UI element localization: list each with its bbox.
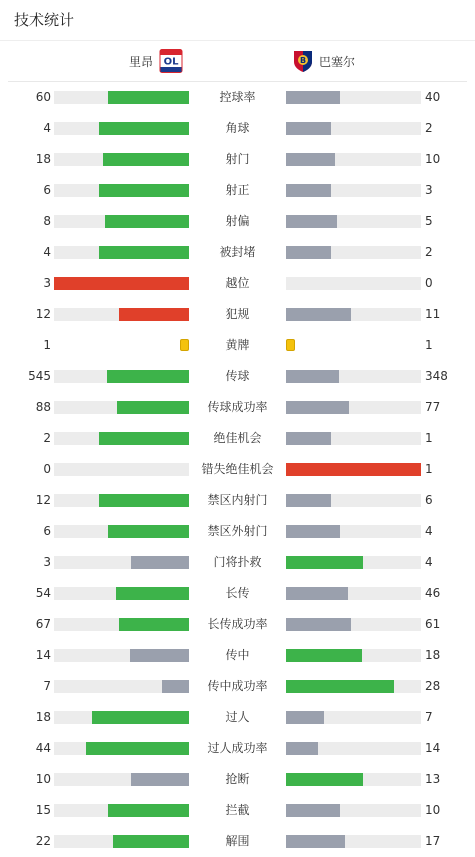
away-bar-track bbox=[286, 618, 421, 631]
away-value: 4 bbox=[425, 555, 433, 569]
away-bar-fill bbox=[286, 246, 331, 259]
stat-row bbox=[0, 175, 475, 206]
home-bar-fill bbox=[131, 556, 189, 569]
yellow-card-icon bbox=[180, 339, 189, 351]
stat-label: 控球率 bbox=[219, 90, 256, 104]
stat-row bbox=[0, 113, 475, 144]
stat-row bbox=[0, 702, 475, 733]
away-bar-fill bbox=[286, 773, 363, 786]
home-bar-track bbox=[54, 680, 189, 693]
away-value: 7 bbox=[425, 710, 433, 724]
away-bar-fill bbox=[286, 556, 363, 569]
home-bar-track bbox=[54, 277, 189, 290]
home-bar-track bbox=[54, 339, 189, 352]
home-bar-fill bbox=[99, 246, 189, 259]
stat-row bbox=[0, 609, 475, 640]
stat-label: 黄牌 bbox=[225, 338, 250, 352]
home-bar-fill bbox=[107, 370, 189, 383]
home-bar-fill bbox=[92, 711, 189, 724]
home-value: 6 bbox=[43, 183, 51, 197]
stat-label: 越位 bbox=[225, 276, 250, 290]
stat-label: 传球成功率 bbox=[207, 400, 268, 414]
away-value: 4 bbox=[425, 524, 433, 538]
away-bar-track bbox=[286, 432, 421, 445]
stat-label: 解围 bbox=[225, 834, 250, 848]
away-value: 77 bbox=[425, 400, 441, 414]
away-value: 5 bbox=[425, 214, 433, 228]
section-title: 技术统计 bbox=[0, 0, 475, 41]
home-team[interactable] bbox=[129, 49, 183, 73]
home-bar-fill bbox=[103, 153, 189, 166]
stat-row bbox=[0, 516, 475, 547]
home-bar-track bbox=[54, 742, 189, 755]
yellow-card-icon bbox=[286, 339, 295, 351]
home-bar-track bbox=[54, 804, 189, 817]
home-bar-track bbox=[54, 91, 189, 104]
away-bar-track bbox=[286, 711, 421, 724]
home-bar-fill bbox=[86, 742, 189, 755]
home-value: 15 bbox=[35, 803, 51, 817]
away-bar-fill bbox=[286, 494, 331, 507]
away-bar-track bbox=[286, 587, 421, 600]
away-bar-track bbox=[286, 246, 421, 259]
stats-list bbox=[0, 82, 475, 857]
home-bar-track bbox=[54, 556, 189, 569]
home-value: 12 bbox=[35, 307, 51, 321]
stat-label: 禁区内射门 bbox=[207, 493, 268, 507]
stat-label: 绝佳机会 bbox=[213, 431, 262, 445]
home-bar-fill bbox=[116, 587, 189, 600]
away-bar-track bbox=[286, 184, 421, 197]
away-bar-track bbox=[286, 649, 421, 662]
stat-row bbox=[0, 144, 475, 175]
stat-row bbox=[0, 392, 475, 423]
stat-label: 传中 bbox=[225, 648, 250, 662]
home-bar-track bbox=[54, 525, 189, 538]
stat-label: 射正 bbox=[225, 183, 250, 197]
away-bar-fill bbox=[286, 804, 340, 817]
away-value: 1 bbox=[425, 462, 433, 476]
home-value: 60 bbox=[35, 90, 51, 104]
away-bar-track bbox=[286, 215, 421, 228]
away-bar-track bbox=[286, 122, 421, 135]
home-bar-fill bbox=[130, 649, 189, 662]
away-value: 13 bbox=[425, 772, 441, 786]
stat-row bbox=[0, 578, 475, 609]
stat-label: 射偏 bbox=[225, 214, 250, 228]
away-bar-fill bbox=[286, 432, 331, 445]
home-bar-track bbox=[54, 773, 189, 786]
home-bar-track bbox=[54, 618, 189, 631]
stat-label: 错失绝佳机会 bbox=[201, 462, 274, 476]
home-bar-fill bbox=[99, 184, 189, 197]
away-team-name: 巴塞尔 bbox=[319, 54, 356, 69]
stat-label: 抢断 bbox=[225, 772, 250, 786]
away-value: 28 bbox=[425, 679, 441, 693]
away-bar-fill bbox=[286, 587, 348, 600]
home-value: 18 bbox=[35, 152, 51, 166]
stat-row bbox=[0, 299, 475, 330]
away-bar-track bbox=[286, 277, 421, 290]
stat-row bbox=[0, 640, 475, 671]
team-header bbox=[8, 41, 467, 82]
home-bar-track bbox=[54, 711, 189, 724]
away-value: 1 bbox=[425, 338, 433, 352]
stat-label: 被封堵 bbox=[219, 245, 256, 259]
home-team-name: 里昂 bbox=[128, 54, 153, 69]
stat-label: 拦截 bbox=[225, 803, 250, 817]
stat-row bbox=[0, 82, 475, 113]
away-bar-track bbox=[286, 370, 421, 383]
home-bar-fill bbox=[131, 773, 189, 786]
stat-row bbox=[0, 826, 475, 857]
away-bar-fill bbox=[286, 91, 340, 104]
away-value: 2 bbox=[425, 121, 433, 135]
away-bar-fill bbox=[286, 618, 351, 631]
stat-row bbox=[0, 733, 475, 764]
away-value: 2 bbox=[425, 245, 433, 259]
away-bar-fill bbox=[286, 308, 351, 321]
home-bar-fill bbox=[99, 432, 189, 445]
away-bar-fill bbox=[286, 680, 394, 693]
stat-row bbox=[0, 268, 475, 299]
stat-label: 射门 bbox=[225, 152, 250, 166]
home-value: 545 bbox=[28, 369, 51, 383]
home-value: 2 bbox=[43, 431, 51, 445]
home-value: 6 bbox=[43, 524, 51, 538]
away-bar-track bbox=[286, 339, 421, 352]
home-value: 14 bbox=[35, 648, 51, 662]
home-value: 3 bbox=[43, 555, 51, 569]
away-bar-track bbox=[286, 463, 421, 476]
home-bar-fill bbox=[54, 277, 189, 290]
away-value: 6 bbox=[425, 493, 433, 507]
away-bar-fill bbox=[286, 122, 331, 135]
stat-row bbox=[0, 423, 475, 454]
home-value: 4 bbox=[43, 121, 51, 135]
away-bar-fill bbox=[286, 649, 362, 662]
home-bar-track bbox=[54, 246, 189, 259]
stat-label: 长传 bbox=[225, 586, 250, 600]
stat-row bbox=[0, 547, 475, 578]
away-value: 10 bbox=[425, 152, 441, 166]
away-value: 14 bbox=[425, 741, 441, 755]
away-value: 17 bbox=[425, 834, 441, 848]
home-bar-fill bbox=[117, 401, 189, 414]
home-bar-fill bbox=[105, 215, 189, 228]
stat-label: 过人 bbox=[225, 710, 250, 724]
home-bar-fill bbox=[162, 680, 189, 693]
away-bar-track bbox=[286, 401, 421, 414]
away-bar-track bbox=[286, 742, 421, 755]
home-value: 88 bbox=[35, 400, 51, 414]
away-bar-track bbox=[286, 525, 421, 538]
stat-label: 禁区外射门 bbox=[207, 524, 268, 538]
home-value: 67 bbox=[35, 617, 51, 631]
home-bar-track bbox=[54, 370, 189, 383]
home-bar-fill bbox=[119, 308, 189, 321]
home-bar-fill bbox=[113, 835, 189, 848]
basel-crest-icon bbox=[291, 49, 315, 73]
home-value: 10 bbox=[35, 772, 51, 786]
away-bar-track bbox=[286, 835, 421, 848]
away-value: 0 bbox=[425, 276, 433, 290]
away-bar-track bbox=[286, 773, 421, 786]
home-bar-track bbox=[54, 835, 189, 848]
away-value: 40 bbox=[425, 90, 441, 104]
away-value: 11 bbox=[425, 307, 441, 321]
home-bar-track bbox=[54, 153, 189, 166]
stat-row bbox=[0, 795, 475, 826]
home-bar-track bbox=[54, 122, 189, 135]
away-value: 10 bbox=[425, 803, 441, 817]
home-value: 0 bbox=[43, 462, 51, 476]
away-value: 1 bbox=[425, 431, 433, 445]
away-bar-fill bbox=[286, 153, 335, 166]
lyon-crest-icon bbox=[159, 49, 183, 73]
stat-row bbox=[0, 485, 475, 516]
away-bar-fill bbox=[286, 742, 318, 755]
home-bar-fill bbox=[108, 525, 189, 538]
home-bar-fill bbox=[108, 91, 189, 104]
svg-text:OL: OL bbox=[163, 56, 179, 68]
svg-text:B: B bbox=[299, 56, 307, 65]
home-bar-track bbox=[54, 494, 189, 507]
away-bar-fill bbox=[286, 835, 345, 848]
stat-row bbox=[0, 671, 475, 702]
home-bar-track bbox=[54, 649, 189, 662]
home-bar-track bbox=[54, 184, 189, 197]
home-value: 8 bbox=[43, 214, 51, 228]
stat-label: 长传成功率 bbox=[207, 617, 268, 631]
away-bar-fill bbox=[286, 525, 340, 538]
home-value: 22 bbox=[35, 834, 51, 848]
home-value: 7 bbox=[43, 679, 51, 693]
away-bar-fill bbox=[286, 370, 339, 383]
away-value: 46 bbox=[425, 586, 441, 600]
away-value: 61 bbox=[425, 617, 441, 631]
away-value: 3 bbox=[425, 183, 433, 197]
stat-label: 过人成功率 bbox=[207, 741, 268, 755]
stat-label: 犯规 bbox=[225, 307, 250, 321]
home-value: 1 bbox=[43, 338, 51, 352]
away-bar-track bbox=[286, 153, 421, 166]
stat-label: 角球 bbox=[225, 121, 250, 135]
away-value: 348 bbox=[425, 369, 448, 383]
stat-row bbox=[0, 764, 475, 795]
away-bar-track bbox=[286, 556, 421, 569]
home-value: 44 bbox=[35, 741, 51, 755]
away-value: 18 bbox=[425, 648, 441, 662]
home-bar-fill bbox=[119, 618, 189, 631]
away-bar-fill bbox=[286, 463, 421, 476]
away-team[interactable] bbox=[291, 49, 355, 73]
away-bar-track bbox=[286, 494, 421, 507]
home-bar-track bbox=[54, 463, 189, 476]
home-bar-track bbox=[54, 215, 189, 228]
away-bar-track bbox=[286, 308, 421, 321]
home-value: 18 bbox=[35, 710, 51, 724]
home-bar-track bbox=[54, 587, 189, 600]
away-bar-fill bbox=[286, 184, 331, 197]
away-bar-track bbox=[286, 804, 421, 817]
stat-label: 传球 bbox=[225, 369, 250, 383]
stat-label: 传中成功率 bbox=[207, 679, 268, 693]
away-bar-fill bbox=[286, 401, 349, 414]
home-bar-fill bbox=[99, 494, 189, 507]
stat-row bbox=[0, 330, 475, 361]
away-bar-track bbox=[286, 91, 421, 104]
home-value: 12 bbox=[35, 493, 51, 507]
home-value: 4 bbox=[43, 245, 51, 259]
home-value: 3 bbox=[43, 276, 51, 290]
home-bar-track bbox=[54, 308, 189, 321]
stat-label: 门将扑救 bbox=[213, 555, 262, 569]
home-bar-track bbox=[54, 401, 189, 414]
home-bar-fill bbox=[99, 122, 189, 135]
home-value: 54 bbox=[35, 586, 51, 600]
stat-row bbox=[0, 237, 475, 268]
stat-row bbox=[0, 361, 475, 392]
away-bar-track bbox=[286, 680, 421, 693]
home-bar-fill bbox=[108, 804, 189, 817]
home-bar-track bbox=[54, 432, 189, 445]
stat-row bbox=[0, 206, 475, 237]
away-bar-fill bbox=[286, 711, 324, 724]
away-bar-fill bbox=[286, 215, 337, 228]
stat-row bbox=[0, 454, 475, 485]
